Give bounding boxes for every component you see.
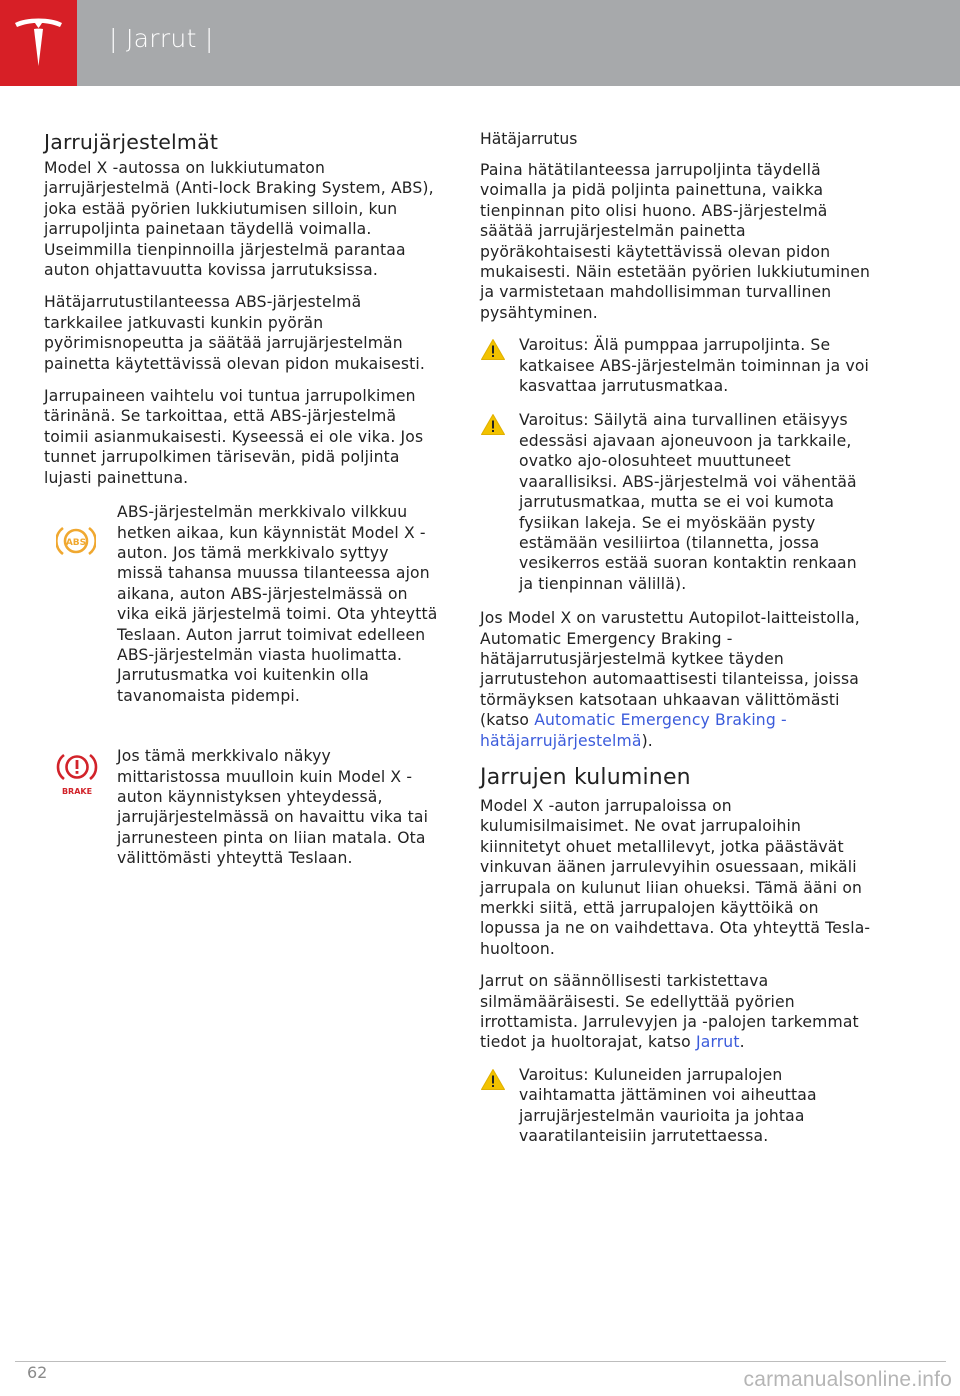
warning-safe-distance [480, 410, 875, 594]
abs-warning-icon [56, 524, 96, 558]
paragraph-wear-indicators: Model X -auton jarrupaloissa on kulumisilmaisimet. Ne ovat jarrupaloihin kiinnitetyt ohuet metallilevyt, jotka päästävät vinkuvan äänen jarrulevyihin osuessaan, mikäli jarrupala on kulunut liian ohueksi. Tämä ääni on merkki siitä, että jarrupalojen käyttöikä on lopussa ja ne on vaihdettava. Ota yhteyttä Tesla-huoltoon. [480, 796, 871, 958]
link-jarrut[interactable]: Jarrut [695, 1033, 740, 1052]
warning-triangle-icon [480, 1068, 506, 1091]
paragraph-abs-monitoring: Hätäjarrutustilanteessa ABS-järjestelmä tarkkailee jatkuvasti kunkin pyörän pyörimisnopeutta ja säätää jarrujärjestelmän painetta käytettävissä olevan pidon mukaisesti. [44, 293, 425, 373]
heading-brake-wear: Jarrujen kuluminen [480, 764, 691, 790]
warning-triangle-icon [480, 413, 506, 436]
tesla-logo-icon [12, 14, 65, 70]
paragraph-inspection [480, 971, 875, 1053]
warning-safe-distance-text: Varoitus: Säilytä aina turvallinen etäisyys edessäsi ajavaan ajoneuvoon ja tarkkaile, ovatko ajo-olosuhteet muuttuneet vaarallisiksi. ABS-järjestelmä voi vähentää jarrutusmatkaa, mutta se ei voi kumota fysiikan lakeja. Se ei myöskään pysty estämään vesiliirtoa (tilannetta, jossa vesikerros estää suoran kontaktin renkaan ja tienpinnan välillä). [519, 411, 857, 593]
left-column [44, 130, 439, 883]
right-column [480, 130, 875, 1160]
aeb-text-pre: Jos Model X on varustettu Autopilot-laitteistolla, Automatic Emergency Braking -hätäjarrutusjärjestelmä kytkee täyden jarrutustehon automaattisesti tilanteissa, joissa törmäyksen katsotaan uhkaavan välittömästi (katso [480, 609, 860, 730]
brake-icon-label: BRAKE [61, 787, 93, 797]
paragraph-aeb [480, 608, 875, 751]
subheading-emergency-braking: Hätäjarrutus [480, 130, 578, 148]
tesla-logo [0, 0, 77, 86]
warning-worn-pads [480, 1065, 875, 1147]
abs-indicator-text: ABS-järjestelmän merkkivalo vilkkuu hetken aikaa, kun käynnistät Model X -auton. Jos tämä merkkivalo syttyy missä tahansa muussa tilanteessa ajon aikana, auton ABS-järjestelmässä on vika eikä järjestelmä toimi. Ota yhteyttä Teslaan. Auton jarrut toimivat edelleen ABS-järjestelmän viasta huolimatta. Jarrutusmatka voi kuitenkin olla tavanomaista pidempi. [117, 503, 438, 705]
watermark: carmanualsonline.info [743, 1368, 952, 1391]
link-automatic-emergency-braking[interactable]: Automatic Emergency Braking - hätäjarrujärjestelmä [480, 711, 787, 750]
paragraph-emergency-braking: Paina hätätilanteessa jarrupoljinta täydellä voimalla ja pidä poljinta painettuna, vaikka tienpinnan pito olisi huono. ABS-järjestelmä säätää jarrujärjestelmän painetta pyöräkohtaisesti käytettävissä olevan pidon mukaisesti. Näin estetään pyörien lukkiutuminen ja varmistetaan mahdollisimman turvallinen pysähtyminen. [480, 161, 871, 322]
aeb-text-post: ). [641, 731, 653, 750]
abs-icon-label: ABS [65, 538, 87, 549]
brake-indicator-block [44, 746, 439, 868]
brake-indicator-text: Jos tämä merkkivalo näkyy mittaristossa muulloin kuin Model X -auton käynnistyksen yhteydessä, jarrujärjestelmässä on havaittu vika tai jarrunesteen pinta on liian matala. Ota välittömästi yhteyttä Teslaan. [117, 747, 429, 868]
warning-triangle-icon [480, 338, 506, 361]
heading-brake-systems: Jarrujärjestelmät [44, 130, 219, 154]
page-number: 62 [27, 1363, 48, 1382]
warning-worn-pads-text: Varoitus: Kuluneiden jarrupalojen vaihtamatta jättäminen voi aiheuttaa jarrujärjestelmän vaurioita ja johtaa vaaratilanteisiin jarrutettaessa. [519, 1065, 817, 1146]
paragraph-pedal-vibration: Jarrupaineen vaihtelu voi tuntua jarrupolkimen tärinänä. Se tarkoittaa, että ABS-järjestelmä toimii asianmukaisesti. Kyseessä ei ole vika. Jos tunnet jarrupolkimen tärisevän, pidä poljinta lujasti painettuna. [44, 387, 424, 487]
brake-warning-icon [56, 751, 98, 797]
warning-no-pumping-text: Varoitus: Älä pumppaa jarrupoljinta. Se katkaisee ABS-järjestelmän toiminnan ja voi kasvattaa jarrutusmatkaa. [519, 336, 869, 396]
paragraph-abs-intro: Model X -autossa on lukkiutumaton jarrujärjestelmä (Anti-lock Braking System, ABS), joka estää pyörien lukkiutumisen silloin, kun jarrupoljinta painetaan täydellä voimalla. Useimmilla tienpinnoilla järjestelmä parantaa auton ohjattavuutta kovissa jarrutuksissa. [44, 159, 434, 280]
page-header [0, 0, 960, 86]
abs-indicator-block [44, 502, 439, 706]
footer-divider [15, 1361, 946, 1362]
section-title: | Jarrut | [109, 24, 214, 53]
warning-no-pumping [480, 335, 875, 396]
inspection-text-pre: Jarrut on säännöllisesti tarkistettava silmämääräisesti. Se edellyttää pyörien irrottamista. Jarrulevyjen ja -palojen tarkemmat tiedot ja huoltorajat, katso [480, 972, 859, 1052]
inspection-text-post: . [739, 1033, 745, 1052]
